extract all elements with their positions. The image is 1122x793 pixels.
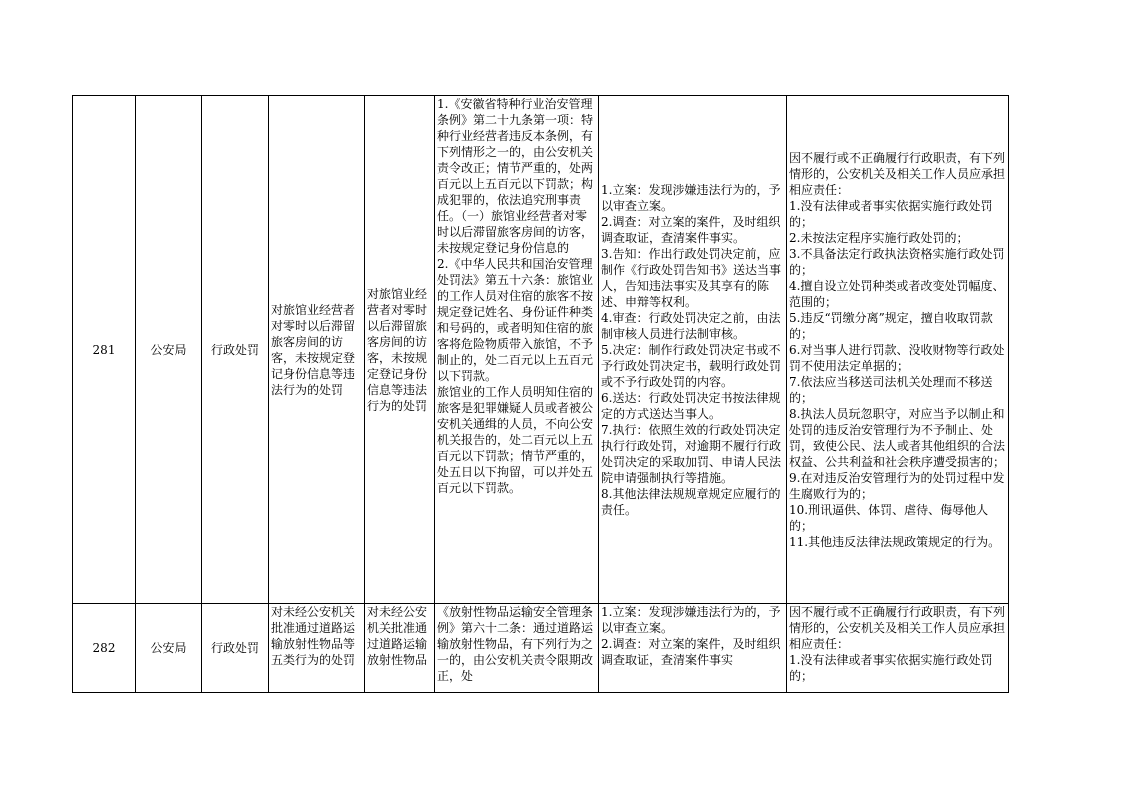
power-type-cell: 行政处罚 xyxy=(202,96,269,604)
power-list-table xyxy=(72,95,1009,693)
table-row xyxy=(73,604,1009,693)
process-cell: 1.立案：发现涉嫌违法行为的，予以审查立案。 2.调查：对立案的案件，及时组织调查取证，查清案件事实。 3.告知：作出行政处罚决定前，应制作《行政处罚告知书》送达当事人，告知违法事实及其享有的陈述、申辩等权利。 4.审查：行政处罚决定之前，由法制审核人员进行法制审核。 5.决定：制作行政处罚决定书或不予行政处罚决定书，载明行政处罚或不予行政处罚的内容。 6.送达：行政处罚决定书按法律规定的方式送达当事人。 7.执行：依照生效的行政处罚决定执行行政处罚，对逾期不履行行政处罚决定的采取加罚、申请人民法院申请强制执行等措施。 8.其他法律法规规章规定应履行的责任。 xyxy=(599,96,787,604)
legal-basis-cell: 1.《安徽省特种行业治安管理条例》第二十九条第一项：特种行业经营者违反本条例，有下列情形之一的，由公安机关责令改正；情节严重的，处两百元以上五百元以下罚款；构成犯罪的，依法追究刑事责任。（一）旅馆业经营者对零时以后滞留旅客房间的访客，未按规定登记身份信息的 2.《中华人民共和国治安管理处罚法》第五十六条：旅馆业的工作人员对住宿的旅客不按规定登记姓名、身份证件种类和号码的，或者明知住宿的旅客将危险物质带入旅馆，不予制止的，处二百元以上五百元以下罚款。 旅馆业的工作人员明知住宿的旅客是犯罪嫌疑人员或者被公安机关通缉的人员，不向公安机关报告的，处二百元以上五百元以下罚款；情节严重的，处五日以下拘留，可以并处五百元以下罚款。 xyxy=(435,96,599,604)
department-cell: 公安局 xyxy=(136,96,202,604)
sub-item-cell: 对未经公安机关批准通过道路运输放射性物品 xyxy=(367,605,428,667)
row-number: 281 xyxy=(73,96,136,604)
liability-cell: 因不履行或不正确履行行政职责，有下列情形的，公安机关及相关工作人员应承担相应责任： 1.没有法律或者事实依据实施行政处罚的； 2.未按法定程序实施行政处罚的； 3.不具备法定行政执法资格实施行政处罚的； 4.擅自设立处罚种类或者改变处罚幅度、范围的； 5.违反“罚缴分离”规定，擅自收取罚款的； 6.对当事人进行罚款、没收财物等行政处罚不使用法定单据的； 7.依法应当移送司法机关处理而不移送的； 8.执法人员玩忽职守，对应当予以制止和处罚的违反治安管理行为不予制止、处罚，致使公民、法人或者其他组织的合法权益、公共利益和社会秩序遭受损害的； 9.在对违反治安管理行为的处罚过程中发生腐败行为的； 10.刑讯逼供、体罚、虐待、侮辱他人的； 11.其他违反法律法规政策规定的行为。 xyxy=(787,96,1009,604)
table-row xyxy=(73,96,1009,604)
process-cell: 1.立案：发现涉嫌违法行为的，予以审查立案。 2.调查：对立案的案件，及时组织调查取证，查清案件事实 xyxy=(601,605,781,667)
power-type-cell: 行政处罚 xyxy=(202,604,269,693)
sub-item-cell: 对旅馆业经营者对零时以后滞留旅客房间的访客，未按规定登记身份信息等违法行为的处罚 xyxy=(365,96,435,604)
item-name-cell: 对旅馆业经营者对零时以后滞留旅客房间的访客，未按规定登记身份信息等违法行为的处罚 xyxy=(269,96,365,604)
liability-cell: 因不履行或不正确履行行政职责，有下列情形的，公安机关及相关工作人员应承担相应责任： 1.没有法律或者事实依据实施行政处罚的； xyxy=(789,605,1006,683)
row-number: 282 xyxy=(73,604,136,693)
legal-basis-cell: 《放射性物品运输安全管理条例》第六十二条：通过道路运输放射性物品，有下列行为之一的，由公安机关责令限期改正，处 xyxy=(437,605,594,683)
item-name-cell: 对未经公安机关批准通过道路运输放射性物品等五类行为的处罚 xyxy=(271,605,356,667)
department-cell: 公安局 xyxy=(136,604,202,693)
